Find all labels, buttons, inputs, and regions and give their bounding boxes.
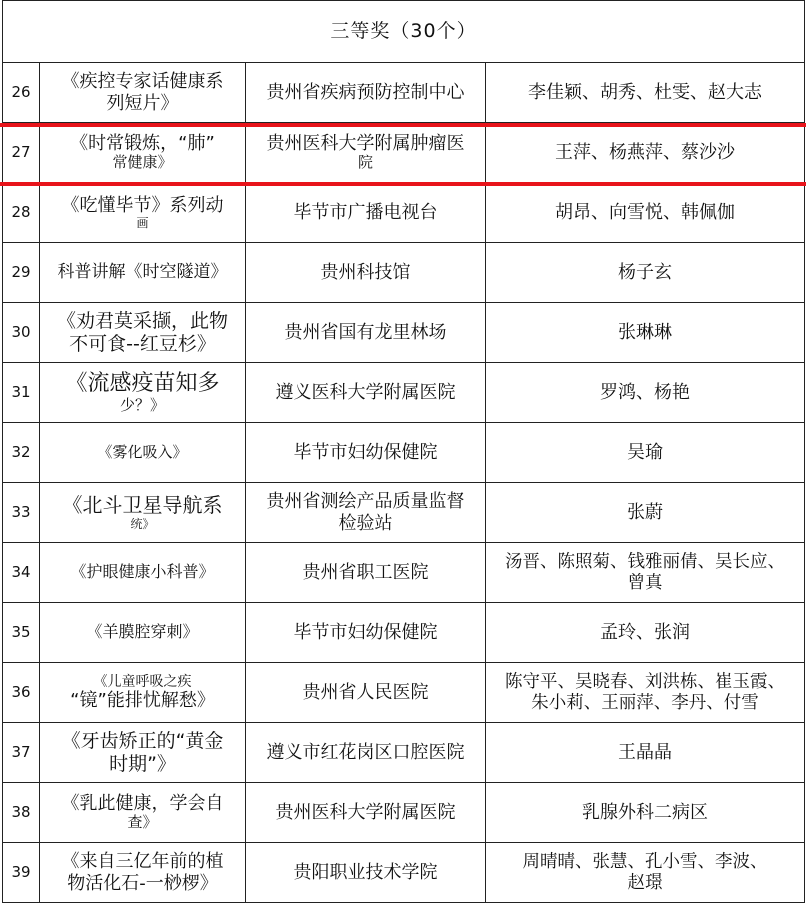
table-row bbox=[3, 423, 805, 483]
authors: 周晴晴、张慧、孔小雪、李波、 赵璟 bbox=[486, 843, 805, 903]
row-number: 31 bbox=[3, 363, 40, 423]
table-row bbox=[3, 183, 805, 243]
row-number: 37 bbox=[3, 723, 40, 783]
organization: 毕节市妇幼保健院 bbox=[246, 603, 486, 663]
highlight-line-top bbox=[0, 123, 806, 127]
table-row bbox=[3, 63, 805, 123]
organization: 贵州省职工医院 bbox=[246, 543, 486, 603]
section-header-row bbox=[3, 1, 805, 63]
work-title: 《乳此健康，学会自 查》 bbox=[40, 783, 246, 843]
work-title: 《北斗卫星导航系 统》 bbox=[40, 483, 246, 543]
authors: 吴瑜 bbox=[486, 423, 805, 483]
table-row bbox=[3, 543, 805, 603]
authors: 李佳颖、胡秀、杜雯、赵大志 bbox=[486, 63, 805, 123]
awards-table-wrapper bbox=[2, 0, 804, 903]
organization: 贵州省国有龙里林场 bbox=[246, 303, 486, 363]
authors: 陈守平、吴晓春、刘洪栋、崔玉霞、 朱小莉、王丽萍、李丹、付雪 bbox=[486, 663, 805, 723]
authors: 孟玲、张润 bbox=[486, 603, 805, 663]
work-title: 《流感疫苗知多 少？》 bbox=[40, 363, 246, 423]
row-number: 33 bbox=[3, 483, 40, 543]
organization: 贵州医科大学附属肿瘤医 院 bbox=[246, 123, 486, 183]
table-row bbox=[3, 363, 805, 423]
organization: 贵州医科大学附属医院 bbox=[246, 783, 486, 843]
table-row bbox=[3, 723, 805, 783]
organization: 遵义市红花岗区口腔医院 bbox=[246, 723, 486, 783]
authors: 张蔚 bbox=[486, 483, 805, 543]
authors: 罗鸿、杨艳 bbox=[486, 363, 805, 423]
row-number: 36 bbox=[3, 663, 40, 723]
row-number: 26 bbox=[3, 63, 40, 123]
work-title: 《雾化吸入》 bbox=[40, 423, 246, 483]
organization: 毕节市妇幼保健院 bbox=[246, 423, 486, 483]
table-row bbox=[3, 483, 805, 543]
work-title: 《牙齿矫正的“黄金 时期”》 bbox=[40, 723, 246, 783]
organization: 毕节市广播电视台 bbox=[246, 183, 486, 243]
authors: 乳腺外科二病区 bbox=[486, 783, 805, 843]
work-title: 《护眼健康小科普》 bbox=[40, 543, 246, 603]
row-number: 39 bbox=[3, 843, 40, 903]
table-row bbox=[3, 783, 805, 843]
work-title: 《时常锻炼，“肺” 常健康》 bbox=[40, 123, 246, 183]
row-number: 27 bbox=[3, 123, 40, 183]
table-row bbox=[3, 603, 805, 663]
row-number: 34 bbox=[3, 543, 40, 603]
authors: 王萍、杨燕萍、蔡沙沙 bbox=[486, 123, 805, 183]
work-title: 《来自三亿年前的植 物活化石-一桫椤》 bbox=[40, 843, 246, 903]
row-number: 38 bbox=[3, 783, 40, 843]
authors: 杨子玄 bbox=[486, 243, 805, 303]
organization: 贵州省测绘产品质量监督 检验站 bbox=[246, 483, 486, 543]
work-title: 《吃懂毕节》系列动 画 bbox=[40, 183, 246, 243]
work-title: 《劝君莫采撷，此物 不可食--红豆杉》 bbox=[40, 303, 246, 363]
work-title: 科普讲解《时空隧道》 bbox=[40, 243, 246, 303]
authors: 胡昂、向雪悦、韩佩伽 bbox=[486, 183, 805, 243]
row-number: 35 bbox=[3, 603, 40, 663]
row-number: 29 bbox=[3, 243, 40, 303]
organization: 贵州省人民医院 bbox=[246, 663, 486, 723]
organization: 贵阳职业技术学院 bbox=[246, 843, 486, 903]
awards-table bbox=[2, 0, 805, 903]
work-title: 《羊膜腔穿刺》 bbox=[40, 603, 246, 663]
authors: 汤晋、陈照菊、钱雅丽倩、吴长应、 曾真 bbox=[486, 543, 805, 603]
authors: 张琳琳 bbox=[486, 303, 805, 363]
organization: 遵义医科大学附属医院 bbox=[246, 363, 486, 423]
row-number: 30 bbox=[3, 303, 40, 363]
highlight-line-bottom bbox=[0, 182, 806, 186]
table-row bbox=[3, 303, 805, 363]
table-row bbox=[3, 243, 805, 303]
table-row bbox=[3, 123, 805, 183]
work-title: 《疾控专家话健康系 列短片》 bbox=[40, 63, 246, 123]
work-title: 《儿童呼吸之疾 “镜”能排忧解愁》 bbox=[40, 663, 246, 723]
section-header: 三等奖（30个） bbox=[3, 1, 805, 63]
row-number: 32 bbox=[3, 423, 40, 483]
table-row bbox=[3, 843, 805, 903]
authors: 王晶晶 bbox=[486, 723, 805, 783]
table-row bbox=[3, 663, 805, 723]
row-number: 28 bbox=[3, 183, 40, 243]
organization: 贵州省疾病预防控制中心 bbox=[246, 63, 486, 123]
organization: 贵州科技馆 bbox=[246, 243, 486, 303]
